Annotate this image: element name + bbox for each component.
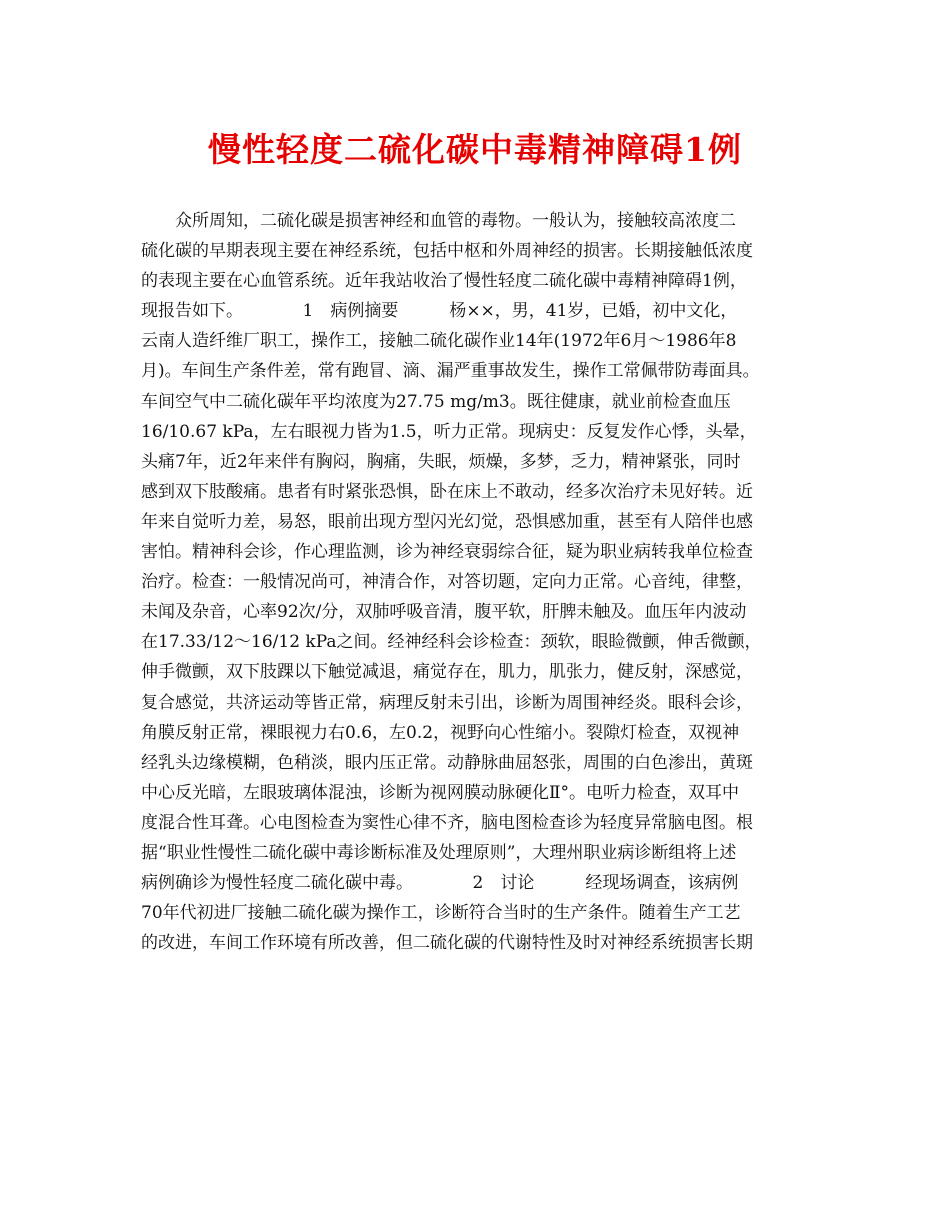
body-line: 在17.33/12～16/12 kPa之间。经神经科会诊检查：颈软，眼睑微颤，伸舌微颤， — [141, 632, 762, 653]
body-line: 病例确诊为慢性轻度二硫化碳中毒。 2 讨论 经现场调查，该病例 — [141, 873, 739, 894]
body-line: 车间空气中二硫化碳年平均浓度为27.75 mg/m3。既往健康，就业前检查血压 — [141, 391, 731, 412]
body-line: 治疗。检查：一般情况尚可，神清合作，对答切题，定向力正常。心音纯，律整， — [141, 572, 753, 593]
body-line: 的改进，车间工作环境有所改善，但二硫化碳的代谢特性及时对神经系统损害长期 — [141, 933, 753, 954]
body-line: 年来自觉听力差，易怒，眼前出现方型闪光幻觉，恐惧感加重，甚至有人陪伴也感 — [141, 511, 753, 532]
body-line: 众所周知，二硫化碳是损害神经和血管的毒物。一般认为，接触较高浓度二 — [141, 211, 736, 231]
body-line: 硫化碳的早期表现主要在神经系统，包括中枢和外周神经的损害。长期接触低浓度 — [141, 241, 753, 262]
body-line: 70年代初进厂接触二硫化碳为操作工，诊断符合当时的生产条件。随着生产工艺 — [141, 903, 741, 924]
body-line: 伸手微颤，双下肢踝以下触觉减退，痛觉存在，肌力，肌张力，健反射，深感觉， — [141, 662, 753, 683]
body-line: 复合感觉，共济运动等皆正常，病理反射未引出，诊断为周围神经炎。眼科会诊， — [141, 692, 753, 713]
body-line: 未闻及杂音，心率92次/分，双肺呼吸音清，腹平软，肝脾未触及。血压年内波动 — [141, 602, 747, 623]
body-line: 的表现主要在心血管系统。近年我站收治了慢性轻度二硫化碳中毒精神障碍1例， — [141, 271, 747, 292]
body-line: 16/10.67 kPa，左右眼视力皆为1.5，听力正常。现病史：反复发作心悸，头晕， — [141, 421, 757, 442]
body-line: 角膜反射正常，裸眼视力右0.6，左0.2，视野向心性缩小。裂隙灯检查，双视神 — [141, 722, 740, 743]
body-line: 害怕。精神科会诊，作心理监测，诊为神经衰弱综合征，疑为职业病转我单位检查 — [141, 542, 753, 563]
body-line: 经乳头边缘模糊，色稍淡，眼内压正常。动静脉曲屈怒张，周围的白色渗出，黄斑 — [141, 752, 753, 773]
body-line: 感到双下肢酸痛。患者有时紧张恐惧，卧在床上不敢动，经多次治疗未见好转。近 — [141, 481, 753, 502]
article-body — [141, 206, 821, 958]
body-line: 现报告如下。 1 病例摘要 杨××，男，41岁，已婚，初中文化， — [141, 301, 738, 322]
body-line: 头痛7年，近2年来伴有胸闷，胸痛，失眠，烦燥，多梦，乏力，精神紧张，同时 — [141, 451, 741, 472]
body-line: 月)。车间生产条件差，常有跑冒、滴、漏严重事故发生，操作工常佩带防毒面具。 — [141, 361, 760, 382]
body-line: 中心反光暗，左眼玻璃体混浊，诊断为视网膜动脉硬化Ⅱ°。电听力检查，双耳中 — [141, 782, 740, 803]
body-line: 据“职业性慢性二硫化碳中毒诊断标准及处理原则”，大理州职业病诊断组将上述 — [141, 842, 737, 863]
page-title: 慢性轻度二硫化碳中毒精神障碍1例 — [208, 130, 742, 169]
body-line: 云南人造纤维厂职工，操作工，接触二硫化碳作业14年(1972年6月～1986年8 — [141, 331, 737, 352]
body-line: 度混合性耳聋。心电图检查为窦性心律不齐，脑电图检查诊为轻度异常脑电图。根 — [141, 812, 753, 833]
